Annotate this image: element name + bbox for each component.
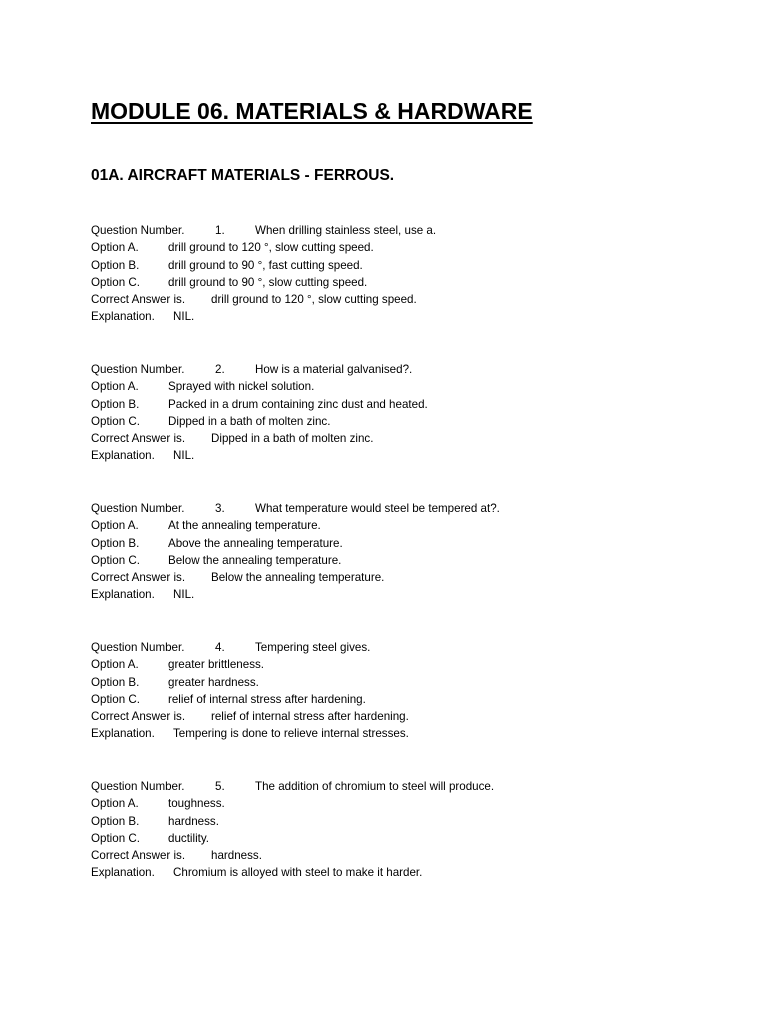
question-number-label: Question Number. [91,641,185,654]
option-c-line [91,830,691,847]
correct-answer-text: relief of internal stress after hardening. [211,710,409,724]
question-line [91,778,691,795]
explanation-label: Explanation. [91,866,155,880]
explanation-line [91,725,691,742]
option-a-line [91,656,691,673]
option-b-label: Option B. [91,397,140,411]
explanation-label: Explanation. [91,310,155,324]
question-number: 3. [215,502,225,515]
option-a-text: At the annealing temperature. [168,519,321,533]
correct-answer-text: drill ground to 120 °, slow cutting speed. [211,293,417,307]
explanation-line [91,447,691,464]
option-b-text: Packed in a drum containing zinc dust and heated. [168,397,428,411]
option-c-line [91,274,691,291]
explanation-text: NIL. [173,588,195,602]
option-c-label: Option C. [91,831,140,845]
correct-answer-label: Correct Answer is. [91,571,186,585]
option-b-label: Option B. [91,258,140,272]
question-text: The addition of chromium to steel will produce. [255,780,495,793]
option-b-text: greater hardness. [168,675,259,689]
option-b-label: Option B. [91,675,140,689]
explanation-text: NIL. [173,449,195,463]
option-a-text: drill ground to 120 °, slow cutting speed. [168,241,374,255]
option-b-label: Option B. [91,814,140,828]
option-a-text: toughness. [168,797,225,811]
question-text: Tempering steel gives. [255,641,371,654]
question-number: 5. [215,780,225,793]
option-c-text: Dipped in a bath of molten zinc. [168,414,331,428]
explanation-line [91,586,691,603]
explanation-line [91,864,691,881]
question-block-2 [91,361,691,465]
correct-answer-line [91,291,691,308]
question-number: 4. [215,641,225,654]
explanation-label: Explanation. [91,727,155,741]
option-c-line [91,552,691,569]
question-line [91,361,691,378]
correct-answer-line [91,847,691,864]
option-c-label: Option C. [91,692,140,706]
option-a-line [91,517,691,534]
option-a-label: Option A. [91,241,139,255]
option-b-line [91,674,691,691]
option-c-label: Option C. [91,275,140,289]
explanation-label: Explanation. [91,449,155,463]
correct-answer-label: Correct Answer is. [91,293,186,307]
explanation-text: Chromium is alloyed with steel to make it harder. [173,866,423,880]
option-c-line [91,691,691,708]
question-text: When drilling stainless steel, use a. [255,224,437,237]
option-c-label: Option C. [91,553,140,567]
section-title: 01A. AIRCRAFT MATERIALS - FERROUS. [91,167,395,184]
option-b-text: drill ground to 90 °, fast cutting speed. [168,258,363,272]
question-line [91,639,691,656]
option-a-label: Option A. [91,380,139,394]
option-c-label: Option C. [91,414,140,428]
question-block-4 [91,639,691,743]
question-number-label: Question Number. [91,780,185,793]
question-block-1 [91,222,691,326]
option-a-line [91,239,691,256]
question-block-3 [91,500,691,604]
module-title: MODULE 06. MATERIALS & HARDWARE [91,98,533,124]
option-c-text: relief of internal stress after hardening. [168,692,366,706]
option-b-text: hardness. [168,814,219,828]
explanation-label: Explanation. [91,588,155,602]
question-number-label: Question Number. [91,224,185,237]
option-c-line [91,413,691,430]
option-a-label: Option A. [91,519,139,533]
option-a-line [91,795,691,812]
question-text: How is a material galvanised?. [255,363,413,376]
correct-answer-label: Correct Answer is. [91,849,186,863]
question-text: What temperature would steel be tempered at?. [255,502,500,515]
option-c-text: drill ground to 90 °, slow cutting speed. [168,275,368,289]
option-b-text: Above the annealing temperature. [168,536,343,550]
option-b-label: Option B. [91,536,140,550]
correct-answer-text: Below the annealing temperature. [211,571,385,585]
correct-answer-line [91,430,691,447]
option-b-line [91,813,691,830]
question-number-label: Question Number. [91,363,185,376]
option-b-line [91,396,691,413]
option-c-text: ductility. [168,831,210,845]
explanation-text: NIL. [173,310,195,324]
correct-answer-line [91,569,691,586]
option-b-line [91,535,691,552]
option-a-label: Option A. [91,658,139,672]
correct-answer-label: Correct Answer is. [91,432,186,446]
option-a-label: Option A. [91,797,139,811]
question-line [91,222,691,239]
correct-answer-label: Correct Answer is. [91,710,186,724]
question-block-5 [91,778,691,882]
option-a-text: Sprayed with nickel solution. [168,380,315,394]
option-b-line [91,257,691,274]
option-c-text: Below the annealing temperature. [168,553,342,567]
question-number-label: Question Number. [91,502,185,515]
question-line [91,500,691,517]
correct-answer-line [91,708,691,725]
explanation-text: Tempering is done to relieve internal stresses. [173,727,409,741]
correct-answer-text: Dipped in a bath of molten zinc. [211,432,374,446]
question-number: 1. [215,224,225,237]
question-number: 2. [215,363,225,376]
option-a-text: greater brittleness. [168,658,265,672]
correct-answer-text: hardness. [211,849,262,863]
explanation-line [91,308,691,325]
option-a-line [91,378,691,395]
